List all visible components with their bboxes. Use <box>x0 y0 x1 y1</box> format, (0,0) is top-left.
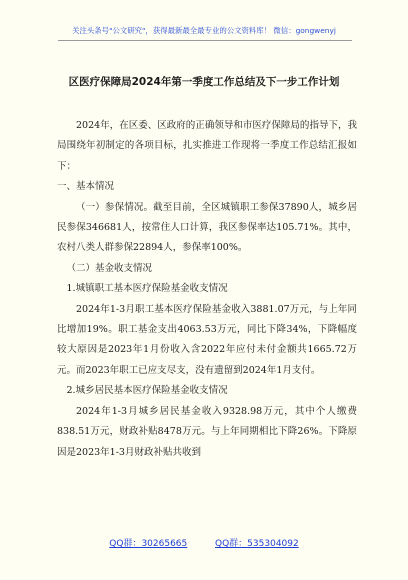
qq-group-link-2[interactable]: QQ群：535304092 <box>215 539 299 549</box>
section-heading-basic: 一、基本情况 <box>57 181 115 193</box>
footer-contact <box>0 536 408 549</box>
promo-banner: 关注头条号"公文研究"，获得最新最全最专业的公文资料库！ 微信：gongwenyj <box>72 26 336 35</box>
subsection-heading-fund: （二）基金收支情况 <box>66 262 153 274</box>
subsection-heading-resident-fund: 2.城乡居民基本医疗保险基金收支情况 <box>66 385 228 397</box>
paragraph-enrollment: （一）参保情况。截至目前，全区城镇职工参保37890人，城乡居民参保346681人，按常住人口计算，我区参保率达105.71%。其中，农村八类人群参保22894人，参保率100%。 <box>57 201 357 254</box>
subsection-heading-employee-fund: 1.城镇职工基本医疗保险基金收支情况 <box>66 283 228 295</box>
paragraph-resident-fund: 2024年1-3月城乡居民基金收入9328.98万元，其中个人缴费838.51万元，财政补贴8478万元。与上年同期相比下降26%。下降原因是2023年1-3月财政补贴共收到 <box>57 405 357 458</box>
paragraph-employee-fund: 2024年1-3月职工基本医疗保险基金收入3881.07万元，与上年同比增加19%。职工基金支出4063.53万元，同比下降34%，下降幅度较大原因是2023年1月份收入含2022年应付未付金额共1665.72万元。而2023年职工已应支尽支，没有遗留到2024年1月支付。 <box>57 303 357 376</box>
header-divider <box>58 40 352 41</box>
document-title: 区医疗保障局2024年第一季度工作总结及下一步工作计划 <box>68 76 340 88</box>
document-body <box>57 116 357 463</box>
paragraph-intro: 2024年，在区委、区政府的正确领导和市医疗保障局的指导下，我局围绕年初制定的各项目标，扎实推进工作现将一季度工作总结汇报如下： <box>57 120 357 172</box>
qq-group-link-1[interactable]: QQ群：30265665 <box>109 539 188 549</box>
